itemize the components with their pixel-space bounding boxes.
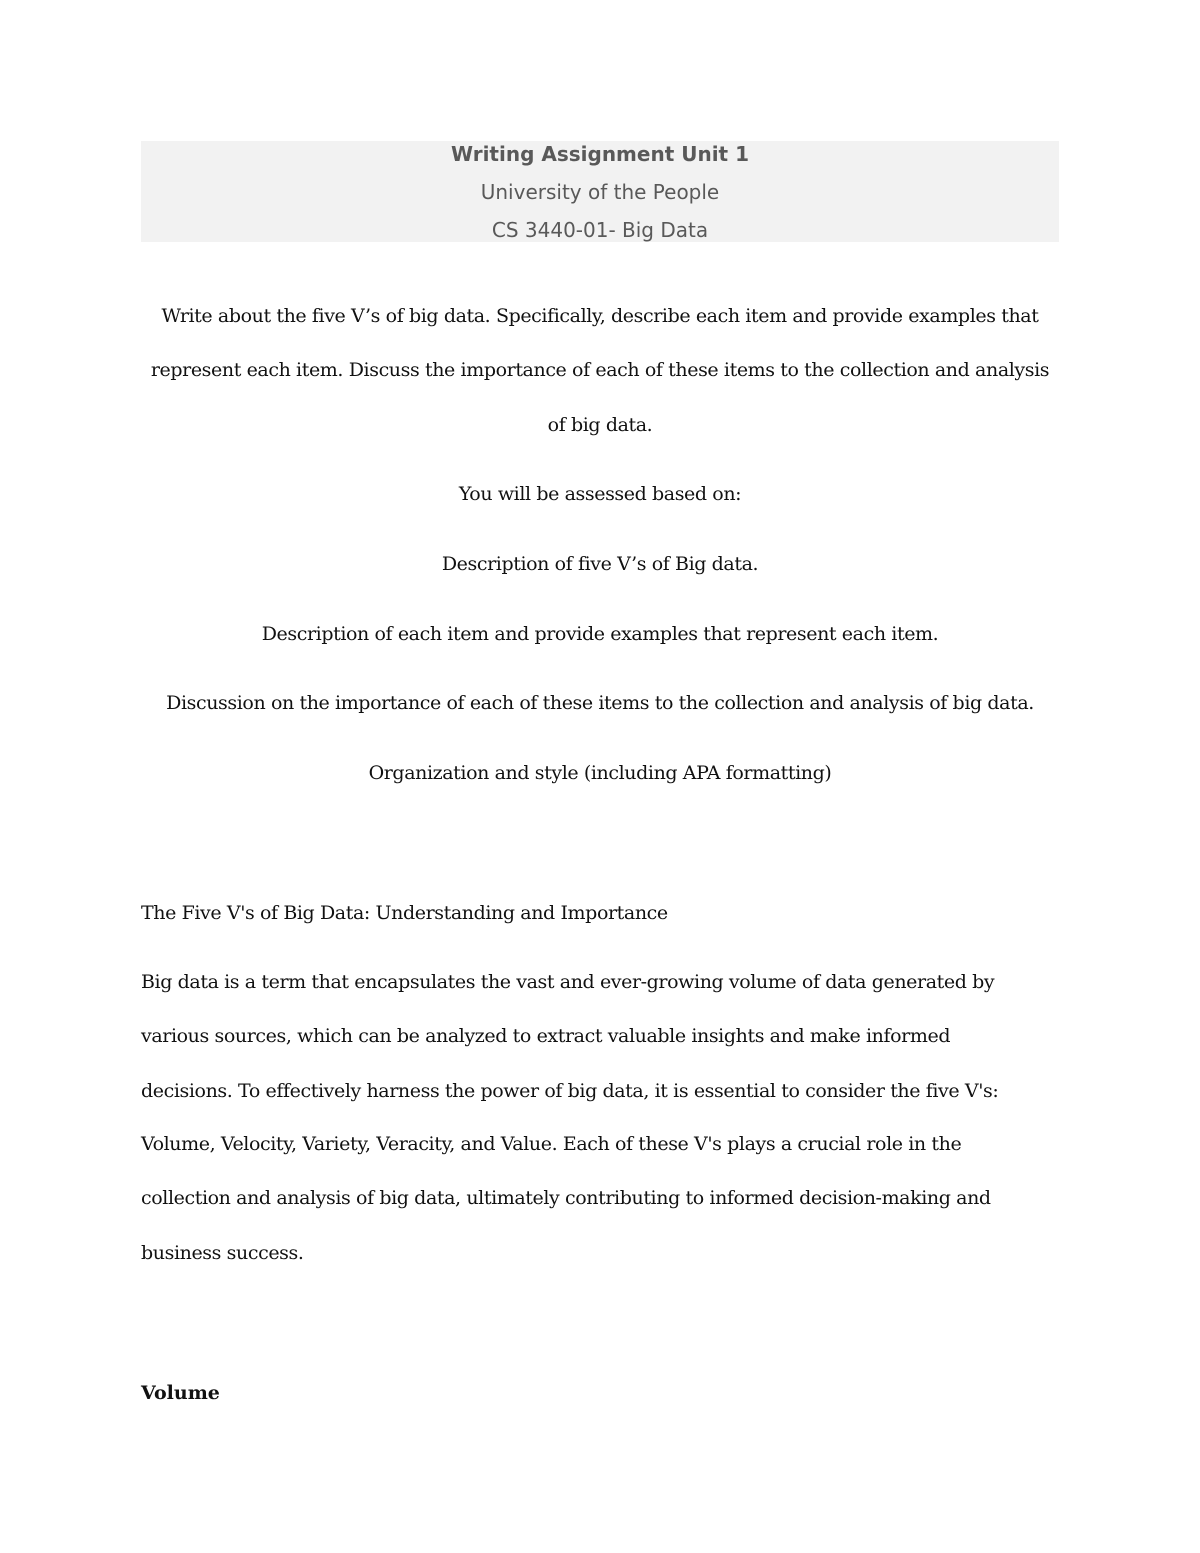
criterion-item: Description of each item and provide examples that represent each item. xyxy=(261,623,939,645)
essay-intro-line: various sources, which can be analyzed to extract valuable insights and make informed xyxy=(141,1025,951,1047)
prompt-line: represent each item. Discuss the importance of each of these items to the collection and analysis xyxy=(150,359,1050,381)
essay-intro-line: Volume, Velocity, Variety, Veracity, and Value. Each of these V's plays a crucial role in the xyxy=(141,1133,962,1155)
essay-title: The Five V's of Big Data: Understanding and Importance xyxy=(141,902,668,924)
prompt-line: Write about the five V’s of big data. Specifically, describe each item and provide examples that xyxy=(161,305,1039,327)
essay-intro-line: collection and analysis of big data, ultimately contributing to informed decision-making and xyxy=(141,1187,991,1209)
assessment-intro: You will be assessed based on: xyxy=(458,483,742,505)
document-title: Writing Assignment Unit 1 xyxy=(451,142,749,166)
section-heading-volume: Volume xyxy=(141,1382,220,1404)
essay-intro-line: decisions. To effectively harness the power of big data, it is essential to consider the five V's: xyxy=(141,1080,999,1102)
title-block xyxy=(141,141,1059,242)
criterion-item: Description of five V’s of Big data. xyxy=(441,553,759,575)
course-name: CS 3440-01- Big Data xyxy=(491,218,709,242)
criterion-item: Discussion on the importance of each of these items to the collection and analysis of big data. xyxy=(166,692,1034,714)
prompt-line: of big data. xyxy=(547,414,653,436)
essay-intro-line: business success. xyxy=(141,1242,304,1264)
criterion-item: Organization and style (including APA formatting) xyxy=(368,762,832,784)
university-name: University of the People xyxy=(480,180,720,204)
essay-intro-line: Big data is a term that encapsulates the vast and ever-growing volume of data generated by xyxy=(141,971,995,993)
